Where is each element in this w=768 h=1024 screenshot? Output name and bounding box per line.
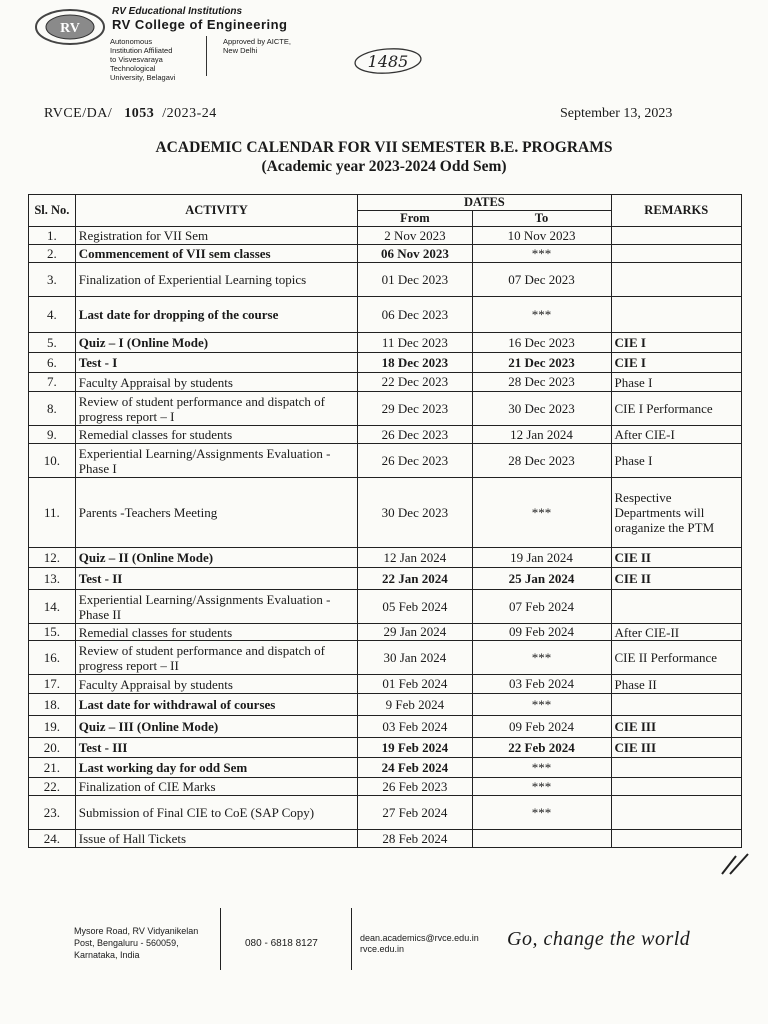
row-sl: 9. (29, 426, 76, 444)
row-to: 12 Jan 2024 (472, 426, 611, 444)
table-row (29, 716, 742, 738)
row-from: 11 Dec 2023 (358, 333, 472, 353)
row-activity: Faculty Appraisal by students (75, 373, 357, 392)
footer-divider (220, 908, 221, 970)
row-to: 25 Jan 2024 (472, 568, 611, 590)
row-sl: 14. (29, 590, 76, 624)
row-remarks: Respective Departments will oraganize the PTM (611, 478, 742, 548)
table-row (29, 568, 742, 590)
table-row (29, 227, 742, 245)
row-activity: Test - II (75, 568, 357, 590)
table-row (29, 245, 742, 263)
row-from: 22 Dec 2023 (358, 373, 472, 392)
handwritten-mark (718, 850, 752, 876)
table-row (29, 694, 742, 716)
row-sl: 18. (29, 694, 76, 716)
row-from: 12 Jan 2024 (358, 548, 472, 568)
calendar-table (28, 194, 742, 848)
college-logo-icon (34, 8, 106, 46)
row-remarks: CIE I Performance (611, 392, 742, 426)
table-row (29, 624, 742, 641)
row-from: 30 Dec 2023 (358, 478, 472, 548)
document-title: ACADEMIC CALENDAR FOR VII SEMESTER B.E. PROGRAMS (155, 139, 613, 156)
row-sl: 15. (29, 624, 76, 641)
row-activity: Quiz – III (Online Mode) (75, 716, 357, 738)
table-row (29, 373, 742, 392)
row-sl: 10. (29, 444, 76, 478)
row-remarks: Phase I (611, 373, 742, 392)
svg-text:RV: RV (60, 21, 80, 36)
row-sl: 6. (29, 353, 76, 373)
header-dates: DATES (358, 195, 611, 211)
row-from: 30 Jan 2024 (358, 641, 472, 675)
row-activity: Parents -Teachers Meeting (75, 478, 357, 548)
row-remarks: After CIE-I (611, 426, 742, 444)
row-to: 30 Dec 2023 (472, 392, 611, 426)
row-remarks: CIE II (611, 568, 742, 590)
row-remarks (611, 590, 742, 624)
row-to: *** (472, 796, 611, 830)
row-remarks: CIE III (611, 738, 742, 758)
row-to: *** (472, 694, 611, 716)
row-from: 24 Feb 2024 (358, 758, 472, 778)
table-row (29, 778, 742, 796)
row-remarks (611, 263, 742, 297)
row-to: 28 Dec 2023 (472, 373, 611, 392)
row-remarks (611, 796, 742, 830)
row-activity: Experiential Learning/Assignments Evaluation - Phase I (75, 444, 357, 478)
row-from: 28 Feb 2024 (358, 830, 472, 848)
row-sl: 7. (29, 373, 76, 392)
document-subtitle: (Academic year 2023-2024 Odd Sem) (261, 158, 507, 175)
row-activity: Submission of Final CIE to CoE (SAP Copy) (75, 796, 357, 830)
row-activity: Last date for dropping of the course (75, 297, 357, 333)
address-line: Karnataka, India (74, 950, 140, 960)
row-sl: 13. (29, 568, 76, 590)
row-activity: Review of student performance and dispatch of progress report – I (75, 392, 357, 426)
approval-text (223, 37, 333, 55)
row-remarks: CIE I (611, 333, 742, 353)
row-remarks (611, 245, 742, 263)
row-sl: 20. (29, 738, 76, 758)
handwritten-number (352, 46, 424, 76)
row-sl: 2. (29, 245, 76, 263)
row-sl: 19. (29, 716, 76, 738)
row-to: 19 Jan 2024 (472, 548, 611, 568)
svg-text:1485: 1485 (367, 52, 409, 71)
row-from: 27 Feb 2024 (358, 796, 472, 830)
table-row (29, 392, 742, 426)
row-to: 22 Feb 2024 (472, 738, 611, 758)
table-row (29, 675, 742, 694)
row-to: *** (472, 641, 611, 675)
row-activity: Quiz – I (Online Mode) (75, 333, 357, 353)
row-sl: 4. (29, 297, 76, 333)
table-row (29, 830, 742, 848)
row-from: 05 Feb 2024 (358, 590, 472, 624)
row-activity: Test - III (75, 738, 357, 758)
reference-number (44, 106, 217, 122)
document-date: September 13, 2023 (560, 106, 673, 121)
table-row (29, 548, 742, 568)
approval-line: Approved by AICTE, (223, 37, 291, 46)
row-remarks (611, 830, 742, 848)
row-from: 29 Dec 2023 (358, 392, 472, 426)
row-to: 21 Dec 2023 (472, 353, 611, 373)
row-remarks: CIE III (611, 716, 742, 738)
row-from: 26 Dec 2023 (358, 426, 472, 444)
row-to: *** (472, 478, 611, 548)
row-sl: 22. (29, 778, 76, 796)
row-from: 22 Jan 2024 (358, 568, 472, 590)
affiliation-line: Institution Affiliated (110, 46, 173, 55)
college-name: RV College of Engineering (112, 17, 288, 32)
row-to: 28 Dec 2023 (472, 444, 611, 478)
header-divider (206, 36, 207, 76)
row-remarks: CIE I (611, 353, 742, 373)
institution-header (112, 6, 288, 32)
ref-number: 1053 (124, 106, 155, 121)
row-activity: Experiential Learning/Assignments Evaluation -Phase II (75, 590, 357, 624)
header-from: From (358, 211, 472, 227)
row-remarks: After CIE-II (611, 624, 742, 641)
row-sl: 12. (29, 548, 76, 568)
row-activity: Test - I (75, 353, 357, 373)
row-to: 03 Feb 2024 (472, 675, 611, 694)
row-activity: Last date for withdrawal of courses (75, 694, 357, 716)
row-remarks (611, 694, 742, 716)
table-row (29, 641, 742, 675)
row-from: 01 Dec 2023 (358, 263, 472, 297)
row-remarks (611, 778, 742, 796)
row-activity: Finalization of CIE Marks (75, 778, 357, 796)
row-activity: Commencement of VII sem classes (75, 245, 357, 263)
row-activity: Registration for VII Sem (75, 227, 357, 245)
row-activity: Last working day for odd Sem (75, 758, 357, 778)
footer-slogan: Go, change the world (507, 928, 691, 950)
ref-suffix: /2023-24 (162, 106, 217, 121)
row-sl: 23. (29, 796, 76, 830)
table-row (29, 353, 742, 373)
row-to: 16 Dec 2023 (472, 333, 611, 353)
row-to: 09 Feb 2024 (472, 624, 611, 641)
affiliation-text (110, 37, 205, 82)
row-from: 01 Feb 2024 (358, 675, 472, 694)
footer-phone: 080 - 6818 8127 (245, 938, 318, 949)
ref-prefix: RVCE/DA/ (44, 106, 113, 121)
footer-address (74, 925, 198, 961)
table-row (29, 426, 742, 444)
row-remarks: Phase II (611, 675, 742, 694)
row-from: 03 Feb 2024 (358, 716, 472, 738)
header-to: To (472, 211, 611, 227)
row-activity: Faculty Appraisal by students (75, 675, 357, 694)
row-remarks: Phase I (611, 444, 742, 478)
row-sl: 24. (29, 830, 76, 848)
row-sl: 11. (29, 478, 76, 548)
footer-divider (351, 908, 352, 970)
row-sl: 21. (29, 758, 76, 778)
table-row (29, 758, 742, 778)
row-remarks (611, 227, 742, 245)
row-activity: Finalization of Experiential Learning topics (75, 263, 357, 297)
row-remarks: CIE II Performance (611, 641, 742, 675)
table-row (29, 333, 742, 353)
row-activity: Quiz – II (Online Mode) (75, 548, 357, 568)
table-row (29, 478, 742, 548)
row-to: *** (472, 297, 611, 333)
row-to: *** (472, 778, 611, 796)
table-row (29, 444, 742, 478)
table-row (29, 796, 742, 830)
affiliation-line: University, Belagavi (110, 73, 176, 82)
row-from: 26 Dec 2023 (358, 444, 472, 478)
table-row (29, 297, 742, 333)
row-to: *** (472, 245, 611, 263)
row-to: 09 Feb 2024 (472, 716, 611, 738)
row-remarks: CIE II (611, 548, 742, 568)
row-sl: 16. (29, 641, 76, 675)
row-from: 18 Dec 2023 (358, 353, 472, 373)
table-row (29, 738, 742, 758)
address-line: Post, Bengaluru - 560059, (74, 938, 179, 948)
footer-website[interactable]: rvce.edu.in (360, 944, 405, 954)
row-sl: 1. (29, 227, 76, 245)
row-activity: Remedial classes for students (75, 624, 357, 641)
affiliation-line: to Visvesvaraya (110, 55, 163, 64)
row-from: 2 Nov 2023 (358, 227, 472, 245)
row-to: *** (472, 758, 611, 778)
table-row (29, 263, 742, 297)
footer-contact (360, 933, 479, 955)
approval-line: New Delhi (223, 46, 258, 55)
row-sl: 5. (29, 333, 76, 353)
row-from: 29 Jan 2024 (358, 624, 472, 641)
row-to: 07 Feb 2024 (472, 590, 611, 624)
affiliation-line: Autonomous (110, 37, 153, 46)
institution-group: RV Educational Institutions (112, 6, 243, 17)
row-sl: 3. (29, 263, 76, 297)
header-activity: ACTIVITY (75, 195, 357, 227)
row-from: 06 Nov 2023 (358, 245, 472, 263)
row-activity: Remedial classes for students (75, 426, 357, 444)
row-remarks (611, 758, 742, 778)
header-sl: Sl. No. (29, 195, 76, 227)
row-from: 26 Feb 2023 (358, 778, 472, 796)
row-from: 19 Feb 2024 (358, 738, 472, 758)
row-from: 9 Feb 2024 (358, 694, 472, 716)
row-activity: Review of student performance and dispatch of progress report – II (75, 641, 357, 675)
row-sl: 17. (29, 675, 76, 694)
address-line: Mysore Road, RV Vidyanikelan (74, 926, 199, 936)
affiliation-line: Technological (110, 64, 156, 73)
row-to: 10 Nov 2023 (472, 227, 611, 245)
row-remarks (611, 297, 742, 333)
header-remarks: REMARKS (611, 195, 742, 227)
row-from: 06 Dec 2023 (358, 297, 472, 333)
row-activity: Issue of Hall Tickets (75, 830, 357, 848)
row-to: 07 Dec 2023 (472, 263, 611, 297)
row-to (472, 830, 611, 848)
row-sl: 8. (29, 392, 76, 426)
footer-email[interactable]: dean.academics@rvce.edu.in (360, 933, 479, 943)
table-row (29, 590, 742, 624)
